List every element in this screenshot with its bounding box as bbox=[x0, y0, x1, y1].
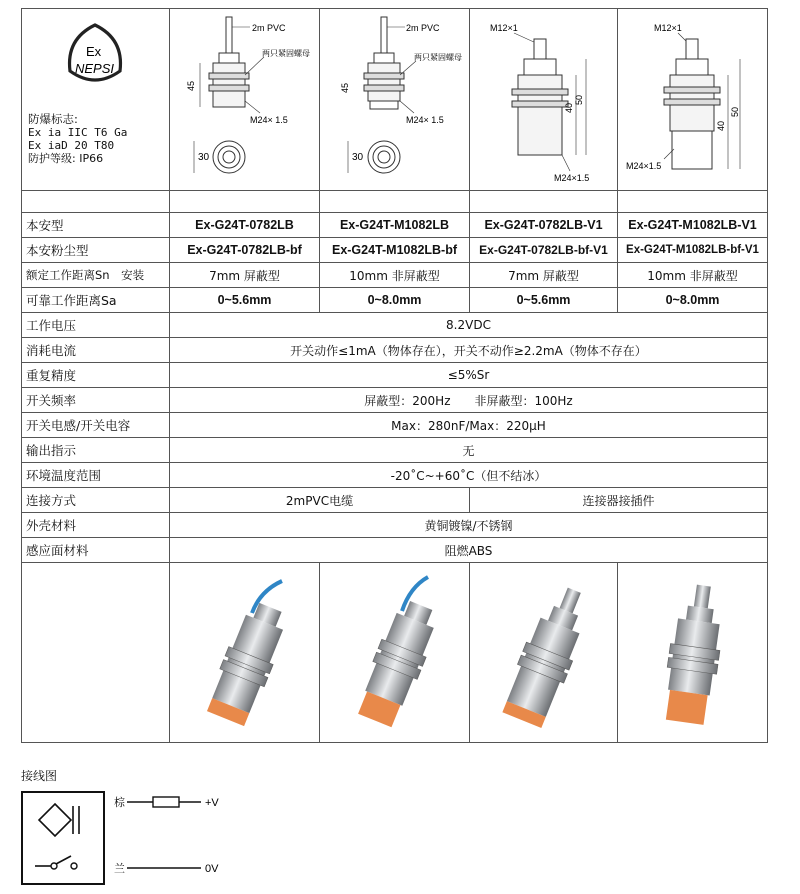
row-voltage bbox=[22, 313, 768, 338]
spec-table bbox=[21, 8, 768, 743]
row-label: 外壳材料 bbox=[22, 513, 170, 538]
dim-40: 40 bbox=[564, 102, 574, 113]
photo-row bbox=[22, 563, 768, 743]
explosion-label: 防爆标志: bbox=[28, 112, 78, 126]
model-cell: Ex-G24T-0782LB bbox=[170, 213, 320, 238]
value-cell: 10mm 非屏蔽型 bbox=[618, 263, 768, 288]
wiring-diagram bbox=[21, 786, 281, 886]
spacer-row bbox=[22, 191, 768, 213]
row-label: 开关电感/开关电容 bbox=[22, 413, 170, 438]
value-cell: 开关动作≤1mA（物体存在），开关不动作≥2.2mA（物体不存在） bbox=[170, 338, 768, 363]
row-label: 本安型 bbox=[22, 213, 170, 238]
plus-v-label: +V bbox=[205, 797, 219, 809]
nut-label: 两只紧固螺母 bbox=[414, 53, 462, 62]
zero-v-label: 0V bbox=[205, 863, 219, 875]
value-cell: ≤5%Sr bbox=[170, 363, 768, 388]
thread-label: M24× 1.5 bbox=[250, 115, 288, 125]
row-lc bbox=[22, 413, 768, 438]
value-cell: 0~5.6mm bbox=[170, 288, 320, 313]
thread-label: M24×1.5 bbox=[554, 173, 590, 183]
row-dust bbox=[22, 238, 768, 263]
row-current bbox=[22, 338, 768, 363]
explosion-dust: Ex iaD 20 T80 bbox=[28, 139, 115, 152]
row-label: 环境温度范围 bbox=[22, 463, 170, 488]
value-cell: 2mPVC电缆 bbox=[170, 488, 470, 513]
row-label: 额定工作距离Sn 安装 bbox=[22, 263, 170, 288]
model-cell: Ex-G24T-M1082LB-bf-V1 bbox=[618, 238, 768, 263]
row-frequency bbox=[22, 388, 768, 413]
drawing-connector-shielded bbox=[470, 9, 618, 191]
value-cell: 7mm 屏蔽型 bbox=[470, 263, 618, 288]
spec-sheet bbox=[21, 8, 767, 743]
explosion-gas: Ex ia IIC T6 Ga bbox=[28, 126, 128, 139]
value-cell: Max：280nF/Max：220μH bbox=[170, 413, 768, 438]
row-label: 输出指示 bbox=[22, 438, 170, 463]
value-cell: 0~5.6mm bbox=[470, 288, 618, 313]
dim-50: 50 bbox=[574, 94, 584, 105]
blue-wire-label: 兰 bbox=[114, 863, 125, 875]
dim-50: 50 bbox=[730, 106, 740, 117]
value-cell: 7mm 屏蔽型 bbox=[170, 263, 320, 288]
row-label: 开关频率 bbox=[22, 388, 170, 413]
photo-connector-unshielded bbox=[618, 563, 768, 743]
explosion-marks bbox=[28, 113, 127, 165]
drawing-connector-unshielded bbox=[618, 9, 768, 191]
row-label: 可靠工作距离Sa bbox=[22, 288, 170, 313]
model-cell: Ex-G24T-M1082LB bbox=[320, 213, 470, 238]
value-cell: 黄铜镀镍/不锈钢 bbox=[170, 513, 768, 538]
value-cell: 0~8.0mm bbox=[320, 288, 470, 313]
row-housing bbox=[22, 513, 768, 538]
value-cell: 8.2VDC bbox=[170, 313, 768, 338]
row-repeat bbox=[22, 363, 768, 388]
protection-rating: 防护等级: IP66 bbox=[28, 152, 104, 165]
value-cell: 阻燃ABS bbox=[170, 538, 768, 563]
logo-brand: NEPSI bbox=[75, 61, 115, 76]
row-temperature bbox=[22, 463, 768, 488]
wiring-title: 接线图 bbox=[21, 769, 58, 783]
cable-label: 2m PVC bbox=[252, 23, 286, 33]
photo-cable-shielded bbox=[170, 563, 320, 743]
thread-label: M24×1.5 bbox=[626, 161, 662, 171]
logo-cell bbox=[22, 9, 170, 191]
drawing-cable-shielded bbox=[170, 9, 320, 191]
value-cell: 10mm 非屏蔽型 bbox=[320, 263, 470, 288]
height-dim: 45 bbox=[186, 80, 196, 91]
connector-label: M12×1 bbox=[654, 23, 682, 33]
model-cell: Ex-G24T-M1082LB-bf bbox=[320, 238, 470, 263]
connector-label: M12×1 bbox=[490, 23, 518, 33]
row-label: 工作电压 bbox=[22, 313, 170, 338]
dim-40: 40 bbox=[716, 120, 726, 131]
drawing-cable-unshielded bbox=[320, 9, 470, 191]
row-label: 消耗电流 bbox=[22, 338, 170, 363]
photo-connector-shielded bbox=[470, 563, 618, 743]
row-label: 重复精度 bbox=[22, 363, 170, 388]
value-cell: 0~8.0mm bbox=[618, 288, 768, 313]
row-connection bbox=[22, 488, 768, 513]
value-cell: -20˚C~+60˚C（但不结冰） bbox=[170, 463, 768, 488]
row-rated-distance bbox=[22, 263, 768, 288]
model-cell: Ex-G24T-0782LB-bf-V1 bbox=[470, 238, 618, 263]
photo-cable-unshielded bbox=[320, 563, 470, 743]
resistor-icon bbox=[153, 797, 179, 807]
diameter-dim: 30 bbox=[352, 152, 364, 163]
nepsi-logo bbox=[22, 9, 168, 109]
value-cell: 无 bbox=[170, 438, 768, 463]
value-cell: 连接器接插件 bbox=[470, 488, 768, 513]
cable-label: 2m PVC bbox=[406, 23, 440, 33]
row-intrinsic bbox=[22, 213, 768, 238]
nut-label: 两只紧固螺母 bbox=[262, 49, 310, 58]
row-face bbox=[22, 538, 768, 563]
photo-empty bbox=[22, 563, 170, 743]
row-indicator bbox=[22, 438, 768, 463]
row-label: 本安粉尘型 bbox=[22, 238, 170, 263]
height-dim: 45 bbox=[340, 82, 350, 93]
drawing-row bbox=[22, 9, 768, 191]
logo-ex: Ex bbox=[86, 44, 102, 59]
diameter-dim: 30 bbox=[198, 152, 210, 163]
model-cell: Ex-G24T-0782LB-V1 bbox=[470, 213, 618, 238]
value-cell: 屏蔽型：200Hz 非屏蔽型：100Hz bbox=[170, 388, 768, 413]
model-cell: Ex-G24T-M1082LB-V1 bbox=[618, 213, 768, 238]
brown-wire-label: 棕 bbox=[114, 797, 125, 809]
thread-label: M24× 1.5 bbox=[406, 115, 444, 125]
row-label: 感应面材料 bbox=[22, 538, 170, 563]
row-reliable-distance bbox=[22, 288, 768, 313]
model-cell: Ex-G24T-0782LB-bf bbox=[170, 238, 320, 263]
row-label: 连接方式 bbox=[22, 488, 170, 513]
